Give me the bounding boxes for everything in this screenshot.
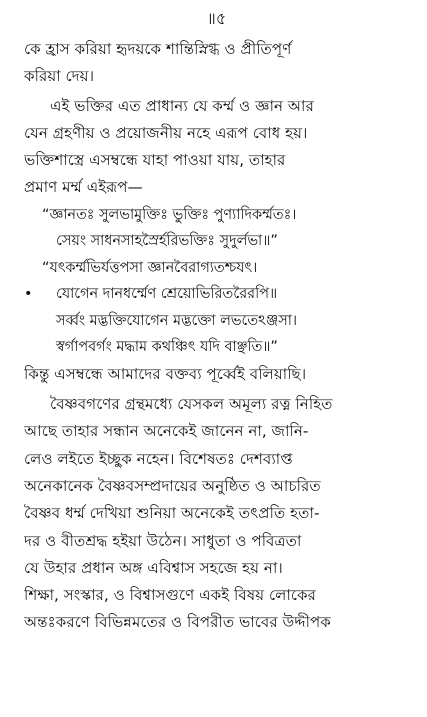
bullet-mark: • <box>24 286 33 303</box>
verse-line: “জ্ঞানতঃ সুলভামুক্তিঃ ভুক্তিঃ পুণ্যাদিকর্ম্মতঃ। <box>42 206 297 223</box>
text-line: অন্তঃকরণে বিভিন্নমতের ও বিপরীত ভাবের উদ্দীপক <box>24 613 331 632</box>
verse-line: সর্ব্বং মদ্ভক্তিযোগেন মদ্ভক্তো লভতেঽঞ্জসা। <box>56 312 298 329</box>
verse-line: “যৎকর্ম্মভির্যত্তপসা জ্ঞানবৈরাগ্যতশ্চযৎ। <box>42 259 258 276</box>
text-line: করিয়া দেয়। <box>24 67 95 86</box>
verse-text: যোগেন দানধর্ম্মেণ শ্রেয়োভিরিতরৈরপি॥ <box>56 286 278 303</box>
text-line: ভক্তিশাস্ত্রে এসম্বন্ধে যাহা পাওয়া যায়, তাহার <box>24 151 286 170</box>
page-number: ॥৫ <box>206 9 227 28</box>
text-line: লেও লইতে ইচ্ছুক নহেন। বিশেষতঃ দেশব্যাপ্ত <box>24 449 293 468</box>
text-line: শিক্ষা, সংস্কার, ও বিশ্বাসগুণে একই বিষয় লোকের <box>24 586 316 605</box>
verse-line: সেয়ং সাধনসাহস্রৈর্হরিভক্তিঃ সুদুর্লভা॥” <box>56 233 278 250</box>
verse-line <box>24 281 409 308</box>
paragraph-4 <box>24 391 409 637</box>
text-line: কে হ্রাস করিয়া হৃদয়কে শান্তিস্নিগ্ধ ও প্রীতিপূর্ণ <box>24 40 292 58</box>
paragraph-2 <box>24 93 409 202</box>
text-line: কিন্তু এসম্বন্ধে আমাদের বক্তব্য পূর্ব্বেই বলিয়াছি। <box>24 364 307 383</box>
text-line: এই ভক্তির এত প্রাধান্য যে কর্ম্ম ও জ্ঞান আর <box>50 96 314 115</box>
text-line: বৈষ্ণব ধর্ম্ম দেখিয়া শুনিয়া অনেকেই তৎপ্রতি হতা- <box>24 504 320 523</box>
sanskrit-verse-block <box>24 202 409 361</box>
paragraph-3 <box>24 361 409 388</box>
text-line: অনেকানেক বৈষ্ণবসম্প্রদায়ের অনুষ্ঠিত ও আচরিত <box>24 476 321 495</box>
text-line: আছে তাহার সন্ধান অনেকেই জানেন না, জানি- <box>24 422 309 441</box>
text-line: যেন গ্রহণীয় ও প্রয়োজনীয় নহে এরূপ বোধ হয়। <box>24 123 308 142</box>
text-line: প্রমাণ মর্ম্ম এইরূপ— <box>24 178 143 197</box>
text-line: দর ও বীতশ্রদ্ধ হইয়া উঠেন। সাধুতা ও পবিত্রতা <box>24 531 302 550</box>
text-line: যে উহার প্রধান অঙ্গ এবিশ্বাস সহজে হয় না। <box>24 558 283 577</box>
verse-line: স্বর্গাপবর্গং মদ্ধাম কথঞ্চিৎ যদি বাঞ্ছতি॥” <box>56 339 278 356</box>
paragraph-1 <box>24 36 409 91</box>
text-line: বৈষ্ণবগণের গ্রন্থমধ্যে যেসকল অমূল্য রত্ন নিহিত <box>50 395 333 414</box>
